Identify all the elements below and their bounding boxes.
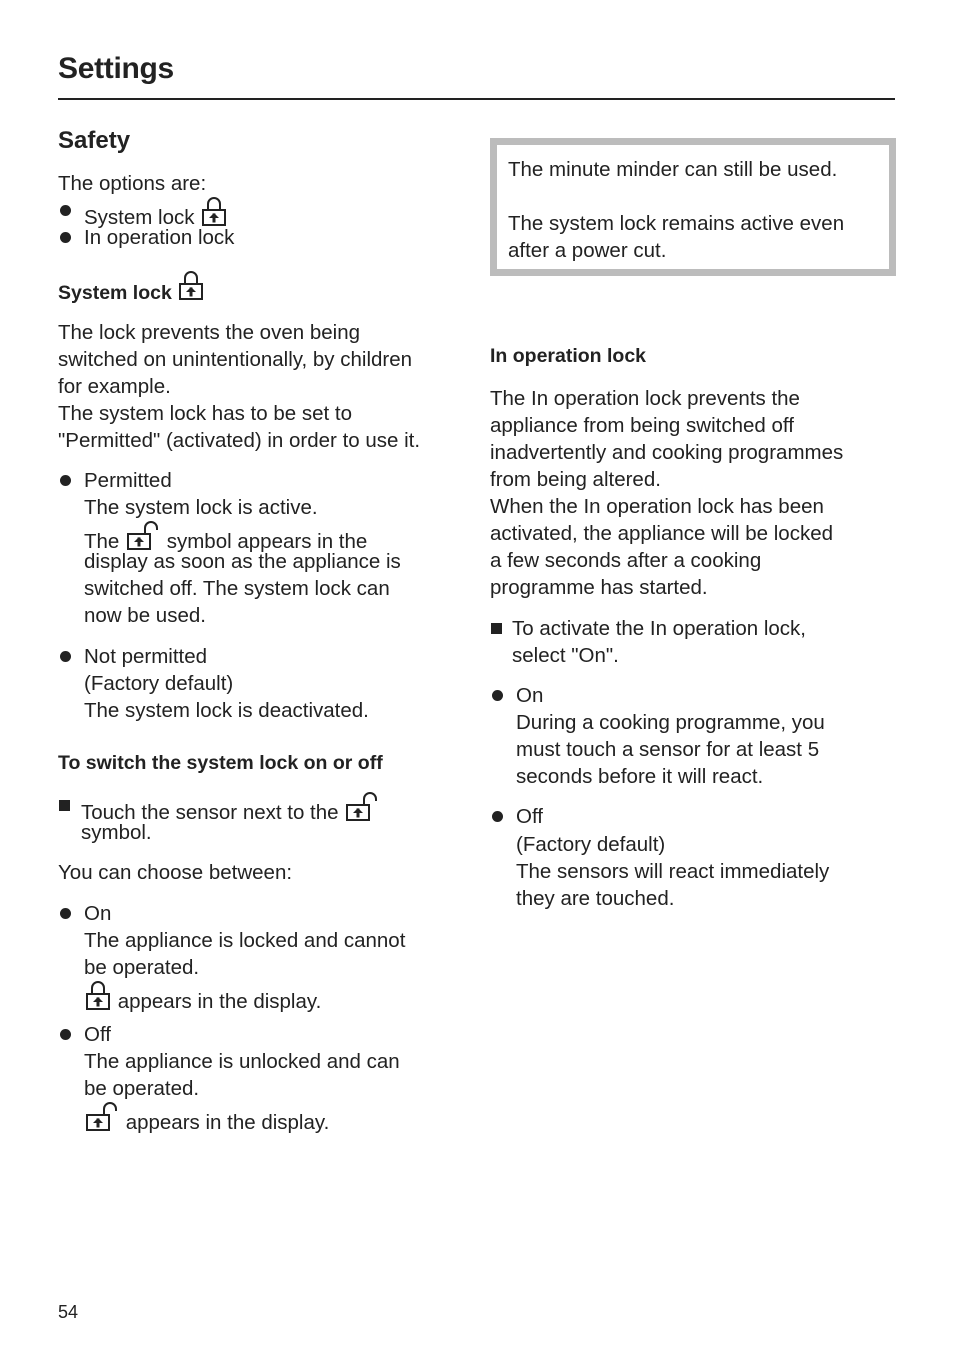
paragraph-line: switched off. The system lock can [84,577,390,600]
subheading-system-lock: System lock [58,271,205,305]
bullet [60,1029,71,1040]
subheading-in-operation-lock: In operation lock [490,345,647,367]
step-line: symbol. [81,821,152,844]
paragraph-line: You can choose between: [58,861,293,884]
bullet [60,908,71,919]
paragraph-line: (Factory default) [84,672,234,695]
paragraph-line: The lock prevents the oven being [58,321,360,344]
list-item: In operation lock [84,226,235,249]
lock-open-icon [84,1102,120,1132]
note-line: after a power cut. [508,239,667,262]
paragraph-line: appliance from being switched off [490,414,794,437]
bullet [60,232,71,243]
bullet [60,651,71,662]
paragraph-line: programme has started. [490,576,708,599]
paragraph-line: The system lock is deactivated. [84,699,369,722]
bullet [60,475,71,486]
paragraph-line: The symbol appears in the [84,521,367,555]
option-not-permitted-label: Not permitted [84,645,208,668]
option-off-label: Off [516,805,543,828]
option-on-label: On [516,684,544,707]
paragraph-line: The system lock is active. [84,496,318,519]
paragraph-line: for example. [58,375,171,398]
paragraph-line: During a cooking programme, you [516,711,825,734]
paragraph-line: a few seconds after a cooking [490,549,762,572]
option-on-label: On [84,902,112,925]
paragraph-line: must touch a sensor for at least 5 [516,738,820,761]
paragraph-line: The appliance is unlocked and can [84,1050,400,1073]
lock-closed-icon [177,271,205,301]
step-line: Touch the sensor next to the [81,792,380,826]
paragraph-line: they are touched. [516,887,675,910]
paragraph-line: The In operation lock prevents the [490,387,800,410]
paragraph-line: The appliance is locked and cannot [84,929,406,952]
step-line: select "On". [512,644,619,667]
bullet [60,205,71,216]
paragraph-line: be operated. [84,1077,200,1100]
list-item: System lock [84,197,228,231]
options-intro: The options are: [58,172,207,195]
paragraph-line: from being altered. [490,468,661,491]
paragraph-line: switched on unintentionally, by children [58,348,413,371]
option-off-label: Off [84,1023,111,1046]
title-rule [58,98,895,100]
page-number: 54 [58,1302,79,1322]
page-title: Settings [58,52,174,85]
lock-closed-icon [84,981,112,1011]
bullet [492,690,503,701]
paragraph-line: inadvertently and cooking programmes [490,441,844,464]
paragraph-line: activated, the appliance will be locked [490,522,834,545]
option-permitted-label: Permitted [84,469,172,492]
paragraph-line: The system lock has to be set to [58,402,352,425]
lock-open-icon [344,792,380,822]
step-marker [59,800,70,811]
paragraph-line: appears in the display. [84,981,321,1015]
paragraph-line: display as soon as the appliance is [84,550,401,573]
lock-open-icon [125,521,161,551]
paragraph-line: The sensors will react immediately [516,860,830,883]
step-line: To activate the In operation lock, [512,617,807,640]
paragraph-line: be operated. [84,956,200,979]
bullet [492,811,503,822]
note-line: The minute minder can still be used. [508,158,838,181]
paragraph-line: seconds before it will react. [516,765,764,788]
paragraph-line: When the In operation lock has been [490,495,824,518]
paragraph-line: appears in the display. [84,1102,329,1136]
note-line: The system lock remains active even [508,212,845,235]
subheading-switch: To switch the system lock on or off [58,752,383,774]
lock-closed-icon [200,197,228,227]
paragraph-line: "Permitted" (activated) in order to use it. [58,429,421,452]
paragraph-line: now be used. [84,604,206,627]
step-marker [491,623,502,634]
paragraph-line: (Factory default) [516,833,666,856]
section-heading-safety: Safety [58,127,131,154]
